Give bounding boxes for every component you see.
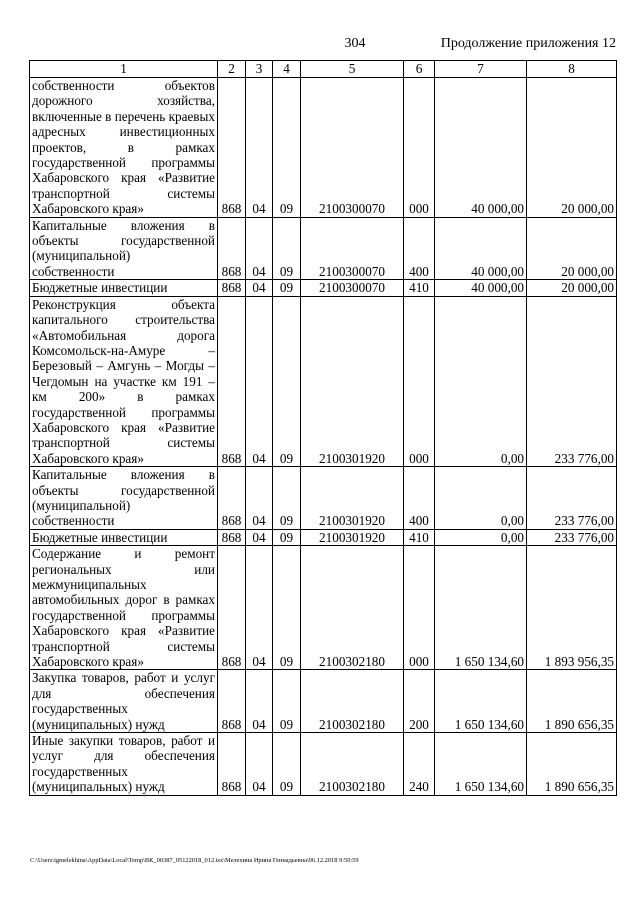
- row-expense-type: 410: [404, 280, 435, 296]
- column-header: 4: [273, 61, 301, 78]
- row-section: 04: [246, 217, 273, 280]
- row-target-article: 2100300070: [301, 78, 404, 218]
- table-row: [30, 670, 617, 733]
- row-ministry-code: 868: [218, 733, 246, 796]
- column-header: 2: [218, 61, 246, 78]
- column-header: 3: [246, 61, 273, 78]
- row-target-article: 2100301920: [301, 296, 404, 466]
- column-header: 1: [30, 61, 218, 78]
- row-description: Бюджетные инвестиции: [30, 529, 218, 545]
- column-header: 8: [527, 61, 617, 78]
- table-row: [30, 78, 617, 218]
- row-section: 04: [246, 529, 273, 545]
- row-subsection: 09: [273, 529, 301, 545]
- row-amount-col8: 233 776,00: [527, 529, 617, 545]
- table-row: [30, 296, 617, 466]
- row-description: Капитальные вложения в объекты государственной (муниципальной) собственности: [30, 217, 218, 280]
- table-row: [30, 280, 617, 296]
- row-description: Иные закупки товаров, работ и услуг для обеспечения государственных (муниципальных) нужд: [30, 733, 218, 796]
- table-row: [30, 546, 617, 670]
- row-expense-type: 000: [404, 296, 435, 466]
- row-subsection: 09: [273, 467, 301, 530]
- table-row: [30, 529, 617, 545]
- row-amount-col8: 1 893 956,35: [527, 546, 617, 670]
- row-amount-col7: 40 000,00: [435, 280, 527, 296]
- row-ministry-code: 868: [218, 217, 246, 280]
- row-expense-type: 200: [404, 670, 435, 733]
- row-section: 04: [246, 296, 273, 466]
- row-target-article: 2100301920: [301, 529, 404, 545]
- row-target-article: 2100300070: [301, 280, 404, 296]
- row-amount-col8: 20 000,00: [527, 78, 617, 218]
- row-ministry-code: 868: [218, 78, 246, 218]
- row-ministry-code: 868: [218, 467, 246, 530]
- row-description: Бюджетные инвестиции: [30, 280, 218, 296]
- row-amount-col7: 40 000,00: [435, 217, 527, 280]
- page-number: 304: [344, 36, 366, 51]
- row-subsection: 09: [273, 280, 301, 296]
- row-expense-type: 240: [404, 733, 435, 796]
- row-subsection: 09: [273, 733, 301, 796]
- row-ministry-code: 868: [218, 296, 246, 466]
- column-header: 5: [301, 61, 404, 78]
- row-subsection: 09: [273, 78, 301, 218]
- row-section: 04: [246, 467, 273, 530]
- column-header: 6: [404, 61, 435, 78]
- file-path-footer: C:\Users\igmelekhina\AppData\Local\Temp\ВК_00387_05122018_012.tsx\Мелехина Ирина Геннадьевна\06.12.2018 9:50:59: [30, 857, 359, 864]
- row-amount-col7: 0,00: [435, 296, 527, 466]
- column-number-row: [30, 61, 617, 78]
- row-description: Капитальные вложения в объекты государственной (муниципальной) собственности: [30, 467, 218, 530]
- row-expense-type: 000: [404, 78, 435, 218]
- row-expense-type: 410: [404, 529, 435, 545]
- row-target-article: 2100302180: [301, 546, 404, 670]
- budget-table: [29, 60, 617, 796]
- row-amount-col7: 1 650 134,60: [435, 670, 527, 733]
- row-ministry-code: 868: [218, 670, 246, 733]
- row-ministry-code: 868: [218, 546, 246, 670]
- row-description: собственности объектов дорожного хозяйства, включенные в перечень краевых адресных инвестиционных проектов, в рамках государственной программы Хабаровского края «Развитие транспортной системы Хабаровского края»: [30, 78, 218, 218]
- row-section: 04: [246, 546, 273, 670]
- row-subsection: 09: [273, 546, 301, 670]
- row-ministry-code: 868: [218, 529, 246, 545]
- row-section: 04: [246, 78, 273, 218]
- row-amount-col8: 233 776,00: [527, 296, 617, 466]
- appendix-continuation-label: Продолжение приложения 12: [440, 36, 616, 51]
- column-header: 7: [435, 61, 527, 78]
- row-amount-col7: 1 650 134,60: [435, 546, 527, 670]
- row-expense-type: 000: [404, 546, 435, 670]
- row-amount-col8: 233 776,00: [527, 467, 617, 530]
- row-expense-type: 400: [404, 217, 435, 280]
- row-description: Содержание и ремонт региональных или межмуниципальных автомобильных дорог в рамках государственной программы Хабаровского края «Развитие транспортной системы Хабаровского края»: [30, 546, 218, 670]
- table-row: [30, 467, 617, 530]
- row-amount-col8: 20 000,00: [527, 217, 617, 280]
- row-amount-col7: 40 000,00: [435, 78, 527, 218]
- row-amount-col7: 0,00: [435, 467, 527, 530]
- row-ministry-code: 868: [218, 280, 246, 296]
- row-target-article: 2100300070: [301, 217, 404, 280]
- row-amount-col8: 1 890 656,35: [527, 670, 617, 733]
- row-target-article: 2100301920: [301, 467, 404, 530]
- table-row: [30, 733, 617, 796]
- row-subsection: 09: [273, 217, 301, 280]
- row-section: 04: [246, 670, 273, 733]
- row-section: 04: [246, 280, 273, 296]
- row-amount-col8: 20 000,00: [527, 280, 617, 296]
- table-row: [30, 217, 617, 280]
- row-target-article: 2100302180: [301, 670, 404, 733]
- row-section: 04: [246, 733, 273, 796]
- row-target-article: 2100302180: [301, 733, 404, 796]
- row-amount-col8: 1 890 656,35: [527, 733, 617, 796]
- row-amount-col7: 0,00: [435, 529, 527, 545]
- row-expense-type: 400: [404, 467, 435, 530]
- row-amount-col7: 1 650 134,60: [435, 733, 527, 796]
- row-description: Закупка товаров, работ и услуг для обеспечения государственных (муниципальных) нужд: [30, 670, 218, 733]
- row-subsection: 09: [273, 670, 301, 733]
- row-description: Реконструкция объекта капитального строительства «Автомобильная дорога Комсомольск-на-Амуре – Березовый – Амгунь – Могды – Чегдомын на участке км 191 – км 200» в рамках государственной программы Хабаровского края «Развитие транспортной системы Хабаровского края»: [30, 296, 218, 466]
- row-subsection: 09: [273, 296, 301, 466]
